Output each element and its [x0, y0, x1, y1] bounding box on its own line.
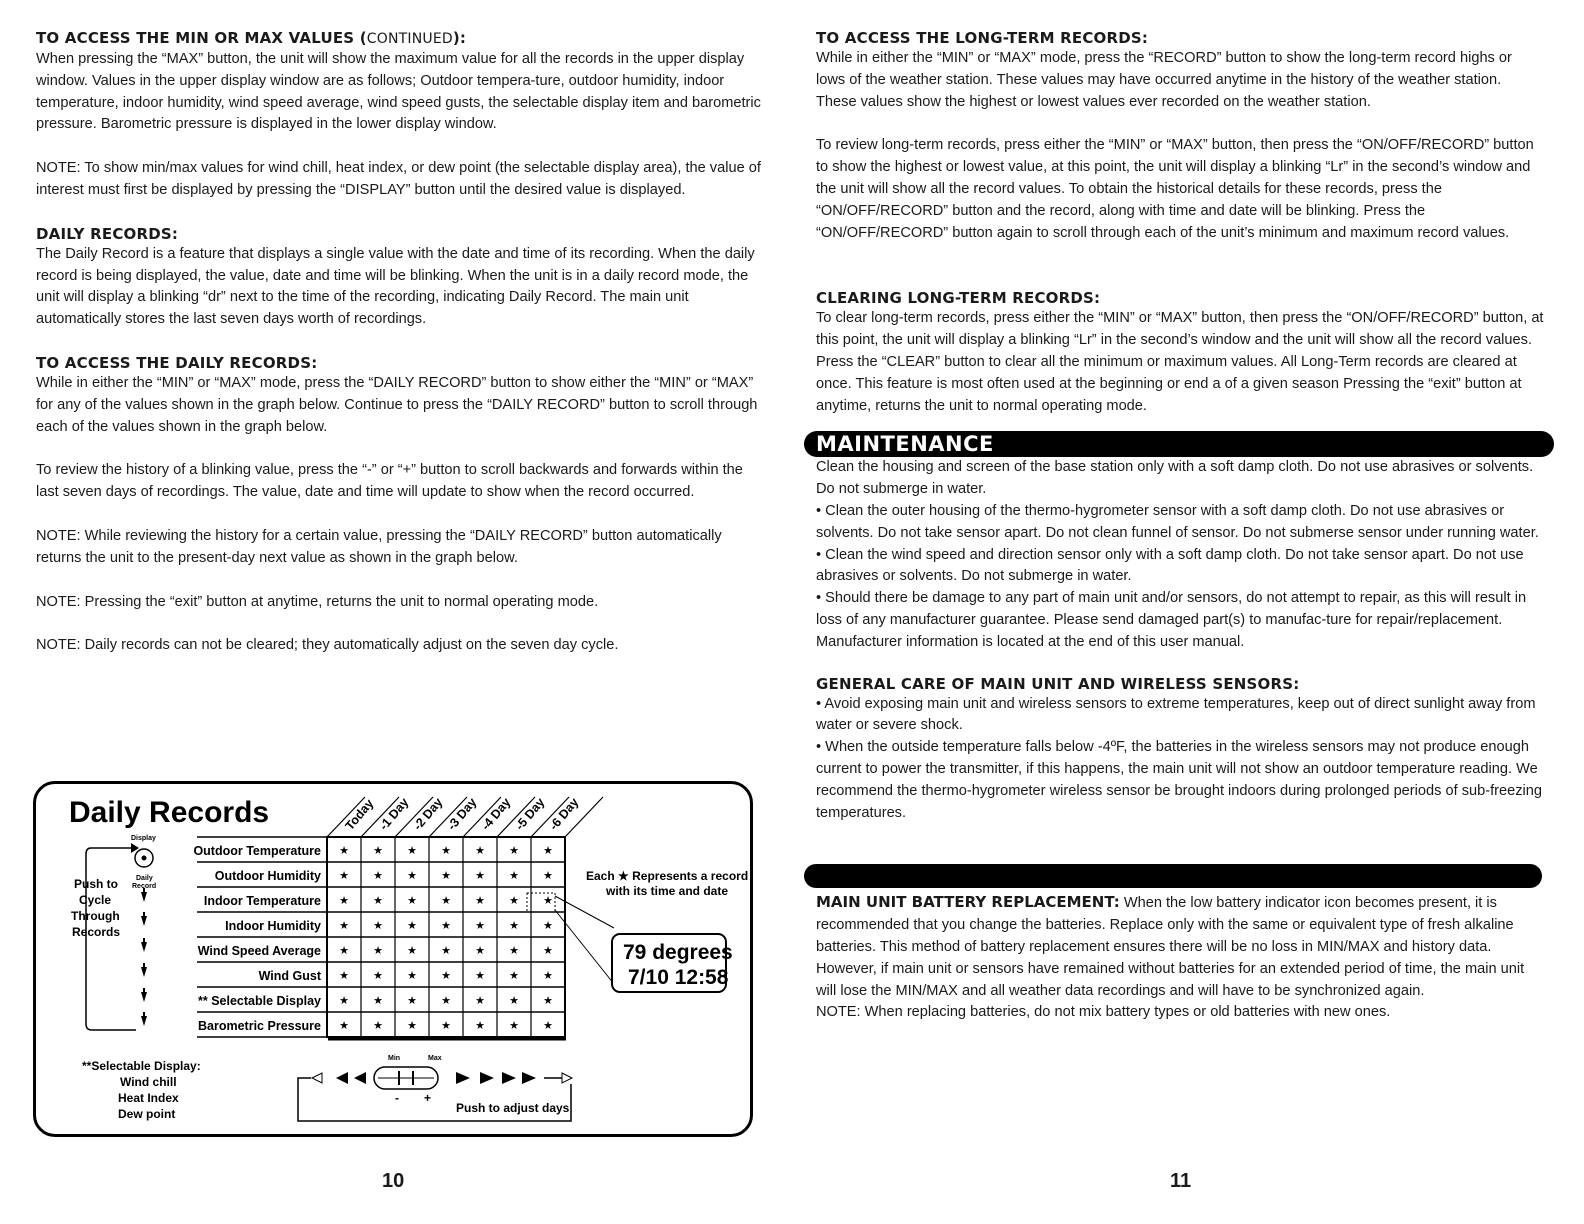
record-star: ★: [407, 844, 417, 857]
battery-paragraph: MAIN UNIT BATTERY REPLACEMENT: When the low battery indicator icon becomes present, it is recommended that you change the batteries. Replace only with the same or equivalent type of fresh alkaline batteries. This method of battery replacement ensures there will be no loss in MIN/MAX and history data. However, if main unit or sensors have remained without batteries for an extended period of time, the main unit will lose the MIN/MAX and all weather data recordings and will have to be synchronized again.: [816, 893, 1525, 999]
push-line-4: Records: [72, 925, 121, 939]
arrow-left-outline-icon: [312, 1073, 322, 1083]
push-line-3: Through: [71, 909, 120, 923]
record-star: ★: [509, 894, 519, 907]
record-star: ★: [407, 944, 417, 957]
callout-value: 79 degrees: [623, 941, 733, 964]
record-star: ★: [543, 919, 553, 932]
paragraph: The Daily Record is a feature that displays a single value with the date and time of its recording. When the daily record is being displayed, the value, date and time will be blinking. When the unit is in a daily record mode, the unit will display a blinking “dr” next to the time of the recording, indicating Daily Record. The main unit automatically stores the last seven days worth of recordings.: [36, 245, 755, 328]
backward-arrows: [312, 1072, 366, 1084]
row-labels: [193, 844, 321, 1033]
day-header-label: -4 Day: [478, 795, 514, 833]
note-paragraph: NOTE: While reviewing the history for a certain value, pressing the “DAILY RECORD” button automatically returns the unit to the present-day next value as shown in the graph below.: [36, 527, 722, 566]
arrow-down-icon: [141, 992, 147, 1002]
record-star: ★: [339, 969, 349, 982]
record-star: ★: [509, 919, 519, 932]
min-label: Min: [388, 1055, 401, 1062]
note-line-2: with its time and date: [606, 884, 729, 898]
section-heading-general-care: GENERAL CARE OF MAIN UNIT AND WIRELESS SENSORS:: [816, 674, 1300, 693]
day-header-label: -1 Day: [376, 795, 412, 833]
selectable-item-2: Heat Index: [118, 1091, 179, 1105]
push-line-1: Push to: [74, 877, 118, 891]
paragraph: To review long-term records, press either the “MIN” or “MAX” button, then press the “ON/OFF/RECORD” button to show the highest or lowest value, at this point, the unit will display a blinking “Lr” in the second’s window and the unit will show all the record values. To obtain the historical details for these records, press the “ON/OFF/RECORD” button and the record, along with time and date will be blinking. Press the “ON/OFF/RECORD” button again to scroll through each of the unit’s minimum and maximum record values.: [816, 137, 1534, 241]
left-page: [36, 28, 761, 657]
record-star: ★: [543, 944, 553, 957]
note-paragraph: NOTE: Pressing the “exit” button at anytime, returns the unit to normal operating mode.: [36, 593, 599, 610]
arrow-down-icon: [141, 916, 147, 926]
minus-label: -: [395, 1091, 399, 1105]
record-star: ★: [339, 994, 349, 1007]
record-star: ★: [543, 994, 553, 1007]
max-label: Max: [428, 1055, 442, 1062]
record-star: ★: [509, 969, 519, 982]
record-star: ★: [475, 1019, 485, 1032]
arrow-left-icon: [336, 1072, 348, 1084]
note-paragraph: NOTE: Daily records can not be cleared; they automatically adjust on the seven day cycle.: [36, 637, 619, 654]
record-star: ★: [373, 919, 383, 932]
display-button-dot: [142, 856, 147, 861]
adjust-label: Push to adjust days: [456, 1101, 570, 1115]
record-star: ★: [441, 944, 451, 957]
day-header-label: -6 Day: [546, 795, 582, 833]
record-star: ★: [509, 869, 519, 882]
push-line-2: Cycle: [79, 893, 112, 907]
note-paragraph: NOTE: When replacing batteries, do not mix battery types or old batteries with new ones.: [816, 1004, 1391, 1021]
paragraph: While in either the “MIN” or “MAX” mode, press the “DAILY RECORD” button to show either the “MIN” or “MAX” for any of the values shown in the graph below. Continue to press the “DAILY RECORD” button to scroll through each of the values shown in the graph below.: [36, 374, 758, 435]
record-star: ★: [339, 944, 349, 957]
record-star: ★: [407, 894, 417, 907]
record-star: ★: [373, 969, 383, 982]
plus-label: +: [424, 1091, 432, 1105]
paragraph: To clear long-term records, press either the “MIN” or “MAX” button, then press the “ON/OFF/RECORD” button, at this point, the unit will display a blinking “Lr” in the second’s window and the unit will show all the record values. Press the “CLEAR” button to clear all the minimum or maximum values. All Long-Term records are cleared at once. This feature is most often used at the beginning or end a of a given season Pressing the “exit” button at anytime, returns the unit to normal operating mode.: [816, 310, 1544, 414]
paragraph: While in either the “MIN” or “MAX” mode, press the “RECORD” button to show the long-term record highs or lows of the weather station. These values may have occurred anytime in the history of the weather station. These values show the highest or lowest values ever recorded on the weather station.: [816, 50, 1512, 110]
record-star: ★: [373, 994, 383, 1007]
record-star: ★: [543, 869, 553, 882]
record-star: ★: [475, 969, 485, 982]
row-label: ** Selectable Display: [198, 994, 321, 1008]
selectable-item-1: Wind chill: [120, 1075, 177, 1089]
arrow-left-icon: [354, 1072, 366, 1084]
record-star: ★: [509, 994, 519, 1007]
right-page: [816, 28, 1544, 1024]
record-star: ★: [339, 1019, 349, 1032]
bullet-paragraph: • Clean the wind speed and direction sensor only with a soft damp cloth. Do not take sensor apart. Do not use abrasives or solvents. Do not submerge in water.: [816, 546, 1524, 585]
display-label: Display: [131, 835, 156, 842]
arrow-right-icon: [502, 1072, 516, 1084]
record-star: ★: [441, 844, 451, 857]
record-star: ★: [407, 869, 417, 882]
row-label: Wind Speed Average: [197, 944, 321, 958]
bullet-paragraph: • Clean the outer housing of the thermo-hygrometer sensor with a soft damp cloth. Do not use abrasives or solvents. Do not take sensor apart. Do not clean funnel of sensor. Do not submerse sensor under running water.: [816, 502, 1539, 541]
record-star: ★: [509, 844, 519, 857]
paragraph: When pressing the “MAX” button, the unit will show the maximum value for all the records in the upper display window. Values in the upper display window are as follows; Outdoor tempera-ture, outdoor humidity, indoor temperature, indoor humidity, wind speed average, wind speed gusts, the selectable display item and barometric pressure. Barometric pressure is displayed in the lower display window.: [36, 51, 761, 133]
record-star: ★: [475, 869, 485, 882]
arrow-right-icon: [522, 1072, 536, 1084]
daily-records-diagram: [33, 781, 753, 1137]
day-header-label: Today: [342, 796, 377, 833]
arrow-down-icon: [141, 1016, 147, 1026]
record-star: ★: [339, 894, 349, 907]
bullet-paragraph: • Should there be damage to any part of main unit and/or sensors, do not attempt to repair, as this will result in loss of any manufacturer guarantee. Please send damaged part(s) to manufac-ture for repair/replacement. Manufacturer information is located at the end of this user manual.: [816, 590, 1527, 650]
record-star: ★: [373, 944, 383, 957]
record-star: ★: [339, 844, 349, 857]
bullet-paragraph: • Avoid exposing main unit and wireless sensors to extreme temperatures, keep out of direct sunlight away from water or severe shock.: [816, 695, 1536, 734]
record-star: ★: [543, 1019, 553, 1032]
record-star: ★: [441, 994, 451, 1007]
maintenance-heading-bar: MAINTENANCE: [804, 431, 1554, 457]
record-star: ★: [373, 844, 383, 857]
record-star: ★: [441, 969, 451, 982]
record-star: ★: [441, 1019, 451, 1032]
arrow-right-outline-icon: [562, 1073, 572, 1083]
record-star: ★: [441, 869, 451, 882]
record-star: ★: [509, 1019, 519, 1032]
record-star: ★: [475, 844, 485, 857]
record-star: ★: [509, 944, 519, 957]
record-star: ★: [407, 994, 417, 1007]
record-star: ★: [475, 894, 485, 907]
row-label: Wind Gust: [258, 969, 321, 983]
cycle-loop-line: [86, 848, 136, 1030]
paragraph: Clean the housing and screen of the base station only with a soft damp cloth. Do not use abrasives or solvents. Do not submerge in water.: [816, 459, 1534, 498]
section-bar: [804, 864, 1542, 888]
diagram-title: Daily Records: [69, 796, 270, 829]
callout-datetime: 7/10 12:58: [628, 966, 729, 989]
records-grid: [197, 837, 566, 1039]
forward-arrows: [456, 1072, 572, 1084]
section-heading-access-daily: TO ACCESS THE DAILY RECORDS:: [36, 353, 318, 372]
record-star: ★: [339, 869, 349, 882]
day-headers: [327, 795, 603, 837]
daily-label: Daily: [136, 875, 153, 882]
row-label: Outdoor Temperature: [193, 844, 321, 858]
arrow-down-icon: [141, 942, 147, 952]
record-star: ★: [373, 1019, 383, 1032]
bullet-paragraph: • When the outside temperature falls below -4ºF, the batteries in the wireless sensors may not produce enough current to power the transmitter, if this happens, the main unit will not show an outdoor temperature reading. We recommend the thermo-hygrometer wireless sensor be brought indoors during prolonged periods of sub-freezing temperatures.: [816, 739, 1543, 821]
row-label: Outdoor Humidity: [214, 869, 321, 883]
record-star: ★: [407, 919, 417, 932]
page-number-left: 10: [382, 1170, 405, 1192]
arrow-right-icon: [456, 1072, 470, 1084]
selectable-heading: **Selectable Display:: [82, 1059, 201, 1073]
section-heading-daily-records: DAILY RECORDS:: [36, 224, 179, 243]
battery-heading: MAIN UNIT BATTERY REPLACEMENT:: [816, 893, 1120, 912]
record-label: Record: [132, 883, 157, 890]
day-header-label: -2 Day: [410, 795, 446, 833]
record-star: ★: [441, 919, 451, 932]
record-star: ★: [373, 869, 383, 882]
record-star: ★: [475, 919, 485, 932]
note-paragraph: NOTE: To show min/max values for wind chill, heat index, or dew point (the selectable display area), the value of interest must first be displayed by pressing the “DISPLAY” button until the desired value is displayed.: [36, 160, 761, 198]
record-star: ★: [339, 919, 349, 932]
day-header-label: -5 Day: [512, 795, 548, 833]
record-star: ★: [373, 894, 383, 907]
section-heading-long-term: TO ACCESS THE LONG-TERM RECORDS:: [816, 29, 1149, 47]
record-star: ★: [543, 844, 553, 857]
row-label: Indoor Humidity: [225, 919, 321, 933]
record-star: ★: [441, 894, 451, 907]
record-star: ★: [543, 894, 553, 907]
record-star: ★: [475, 944, 485, 957]
daily-records-figure: [36, 784, 752, 1136]
page-number-right: 11: [1170, 1170, 1192, 1192]
arrow-down-icon: [141, 967, 147, 977]
day-header-label: -3 Day: [444, 795, 480, 833]
arrow-right-icon: [480, 1072, 494, 1084]
record-star: ★: [475, 994, 485, 1007]
note-line-1: Each ★ Represents a record: [586, 869, 749, 883]
section-heading-min-max: TO ACCESS THE MIN OR MAX VALUES (CONTINUED):: [36, 29, 467, 47]
paragraph: To review the history of a blinking value, press the “-” or “+” button to scroll backwards and forwards within the last seven days of recordings. The value, date and time will update to show when the record occurred.: [36, 462, 743, 501]
arrow-down-icon: [141, 892, 147, 902]
row-label: Indoor Temperature: [203, 894, 321, 908]
record-star: ★: [407, 1019, 417, 1032]
record-star: ★: [407, 969, 417, 982]
section-heading-clearing: CLEARING LONG-TERM RECORDS:: [816, 289, 1101, 308]
selectable-item-3: Dew point: [118, 1107, 176, 1121]
record-star: ★: [543, 969, 553, 982]
down-arrows: [141, 888, 147, 1026]
row-label: Barometric Pressure: [198, 1019, 321, 1033]
